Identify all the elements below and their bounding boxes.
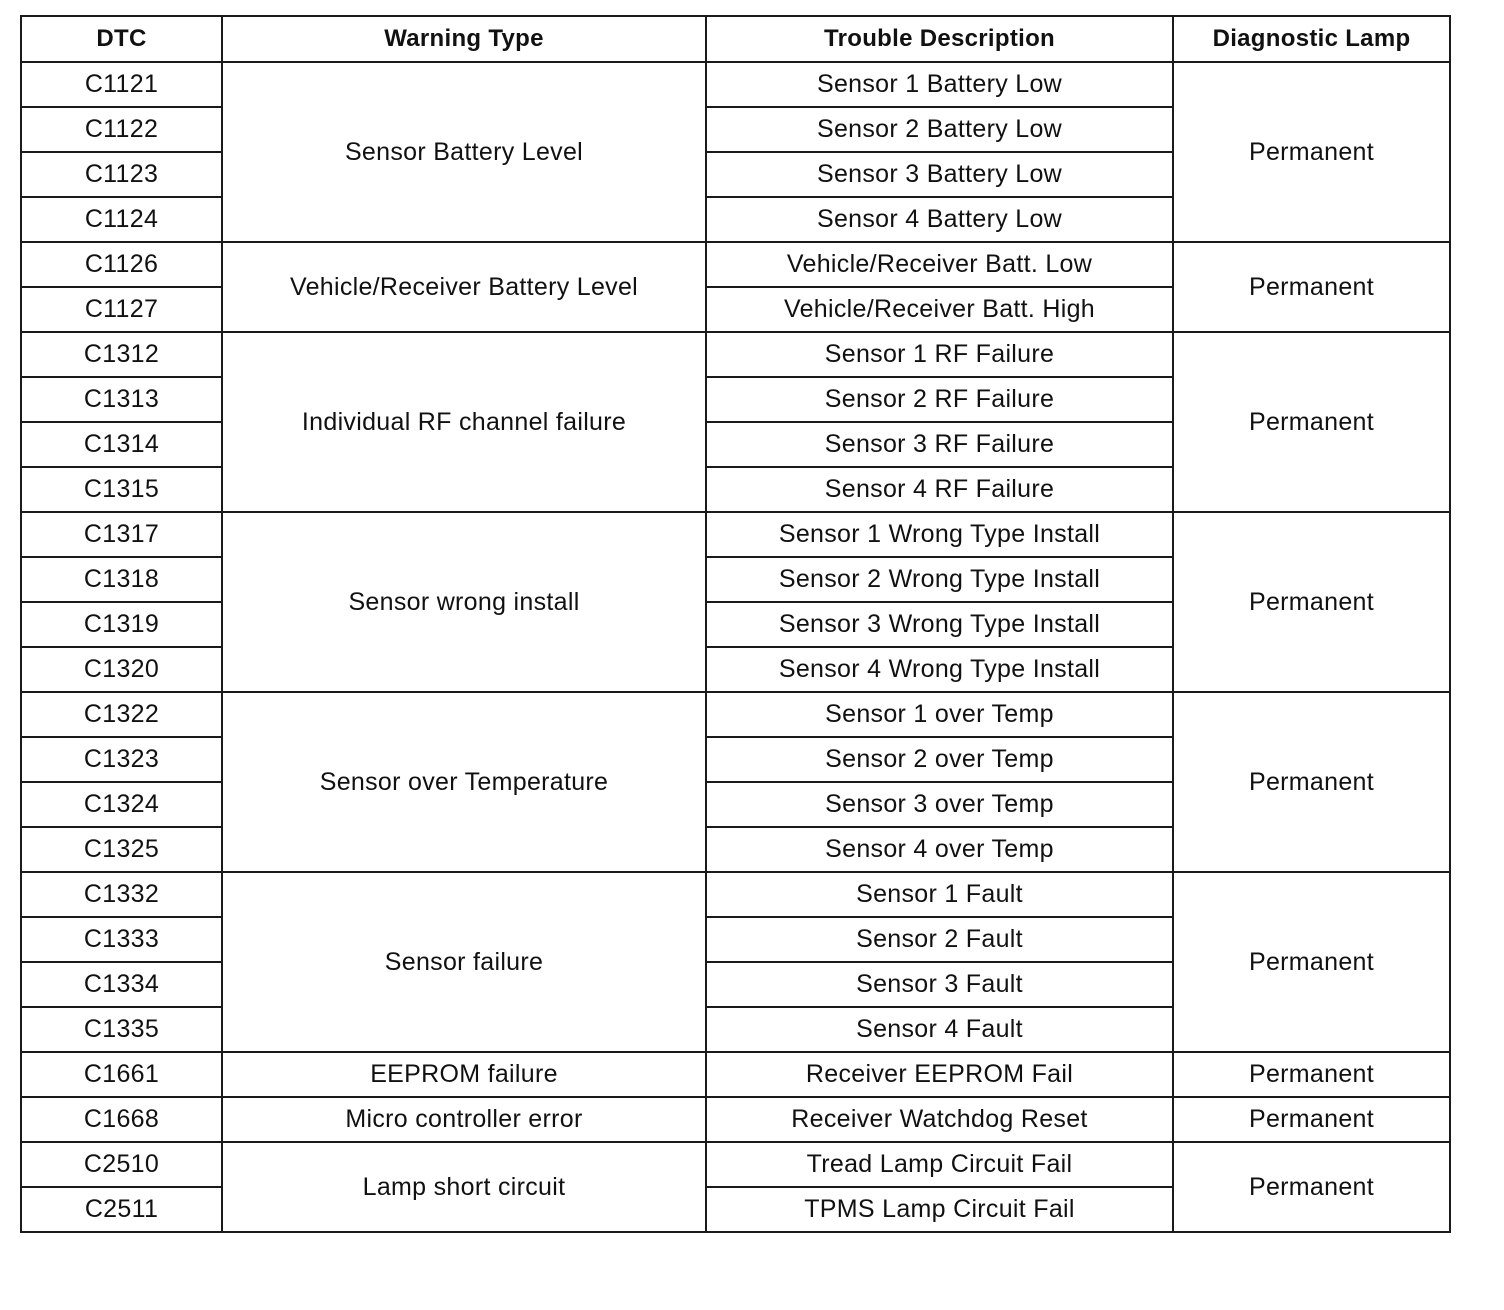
header-warning-type: Warning Type <box>222 16 706 62</box>
dtc-code-cell: C1123 <box>21 152 222 197</box>
warning-type-cell: Micro controller error <box>222 1097 706 1142</box>
dtc-code-cell: C1320 <box>21 647 222 692</box>
trouble-description-cell: Tread Lamp Circuit Fail <box>706 1142 1173 1187</box>
dtc-table <box>20 15 1451 1233</box>
table-row <box>21 1097 1450 1142</box>
header-trouble-description: Trouble Description <box>706 16 1173 62</box>
trouble-description-cell: Sensor 4 Wrong Type Install <box>706 647 1173 692</box>
dtc-code-cell: C1313 <box>21 377 222 422</box>
table-header <box>21 16 1450 62</box>
warning-type-cell: Sensor failure <box>222 872 706 1052</box>
trouble-description-cell: Sensor 3 RF Failure <box>706 422 1173 467</box>
trouble-description-cell: Sensor 2 Fault <box>706 917 1173 962</box>
diagnostic-lamp-cell: Permanent <box>1173 692 1450 872</box>
diagnostic-lamp-cell: Permanent <box>1173 1097 1450 1142</box>
table-row <box>21 62 1450 107</box>
trouble-description-cell: Sensor 1 Fault <box>706 872 1173 917</box>
warning-type-cell: Sensor over Temperature <box>222 692 706 872</box>
header-dtc: DTC <box>21 16 222 62</box>
trouble-description-cell: Sensor 2 over Temp <box>706 737 1173 782</box>
trouble-description-cell: Sensor 4 Battery Low <box>706 197 1173 242</box>
dtc-code-cell: C1127 <box>21 287 222 332</box>
dtc-code-cell: C1122 <box>21 107 222 152</box>
trouble-description-cell: Sensor 4 over Temp <box>706 827 1173 872</box>
dtc-code-cell: C1319 <box>21 602 222 647</box>
trouble-description-cell: Receiver EEPROM Fail <box>706 1052 1173 1097</box>
trouble-description-cell: Sensor 1 RF Failure <box>706 332 1173 377</box>
dtc-code-cell: C1325 <box>21 827 222 872</box>
dtc-code-cell: C1124 <box>21 197 222 242</box>
table-row <box>21 1142 1450 1187</box>
trouble-description-cell: Sensor 1 Battery Low <box>706 62 1173 107</box>
trouble-description-cell: TPMS Lamp Circuit Fail <box>706 1187 1173 1232</box>
diagnostic-lamp-cell: Permanent <box>1173 1052 1450 1097</box>
warning-type-cell: Individual RF channel failure <box>222 332 706 512</box>
trouble-description-cell: Sensor 3 Wrong Type Install <box>706 602 1173 647</box>
dtc-code-cell: C1323 <box>21 737 222 782</box>
trouble-description-cell: Sensor 3 Battery Low <box>706 152 1173 197</box>
dtc-code-cell: C1333 <box>21 917 222 962</box>
table-row <box>21 332 1450 377</box>
trouble-description-cell: Sensor 1 Wrong Type Install <box>706 512 1173 557</box>
warning-type-cell: Sensor Battery Level <box>222 62 706 242</box>
header-row <box>21 16 1450 62</box>
dtc-code-cell: C1121 <box>21 62 222 107</box>
dtc-code-cell: C1317 <box>21 512 222 557</box>
trouble-description-cell: Sensor 3 Fault <box>706 962 1173 1007</box>
diagnostic-lamp-cell: Permanent <box>1173 332 1450 512</box>
diagnostic-lamp-cell: Permanent <box>1173 872 1450 1052</box>
dtc-code-cell: C2510 <box>21 1142 222 1187</box>
warning-type-cell: Sensor wrong install <box>222 512 706 692</box>
dtc-code-cell: C1324 <box>21 782 222 827</box>
dtc-code-cell: C1334 <box>21 962 222 1007</box>
warning-type-cell: Lamp short circuit <box>222 1142 706 1232</box>
warning-type-cell: EEPROM failure <box>222 1052 706 1097</box>
dtc-code-cell: C1126 <box>21 242 222 287</box>
dtc-code-cell: C1322 <box>21 692 222 737</box>
diagnostic-lamp-cell: Permanent <box>1173 512 1450 692</box>
table-row <box>21 692 1450 737</box>
dtc-code-cell: C1315 <box>21 467 222 512</box>
trouble-description-cell: Sensor 4 Fault <box>706 1007 1173 1052</box>
dtc-code-cell: C1314 <box>21 422 222 467</box>
trouble-description-cell: Sensor 2 Battery Low <box>706 107 1173 152</box>
trouble-description-cell: Sensor 2 RF Failure <box>706 377 1173 422</box>
diagnostic-lamp-cell: Permanent <box>1173 62 1450 242</box>
table-row <box>21 1052 1450 1097</box>
diagnostic-lamp-cell: Permanent <box>1173 242 1450 332</box>
table-body <box>21 62 1450 1232</box>
dtc-code-cell: C1312 <box>21 332 222 377</box>
warning-type-cell: Vehicle/Receiver Battery Level <box>222 242 706 332</box>
trouble-description-cell: Sensor 3 over Temp <box>706 782 1173 827</box>
table-row <box>21 242 1450 287</box>
table-row <box>21 512 1450 557</box>
dtc-code-cell: C1318 <box>21 557 222 602</box>
header-diagnostic-lamp: Diagnostic Lamp <box>1173 16 1450 62</box>
diagnostic-lamp-cell: Permanent <box>1173 1142 1450 1232</box>
dtc-code-cell: C1335 <box>21 1007 222 1052</box>
trouble-description-cell: Sensor 2 Wrong Type Install <box>706 557 1173 602</box>
trouble-description-cell: Vehicle/Receiver Batt. Low <box>706 242 1173 287</box>
trouble-description-cell: Sensor 4 RF Failure <box>706 467 1173 512</box>
trouble-description-cell: Sensor 1 over Temp <box>706 692 1173 737</box>
dtc-code-cell: C1668 <box>21 1097 222 1142</box>
trouble-description-cell: Receiver Watchdog Reset <box>706 1097 1173 1142</box>
dtc-code-cell: C1661 <box>21 1052 222 1097</box>
dtc-code-cell: C2511 <box>21 1187 222 1232</box>
table-row <box>21 872 1450 917</box>
trouble-description-cell: Vehicle/Receiver Batt. High <box>706 287 1173 332</box>
dtc-code-cell: C1332 <box>21 872 222 917</box>
